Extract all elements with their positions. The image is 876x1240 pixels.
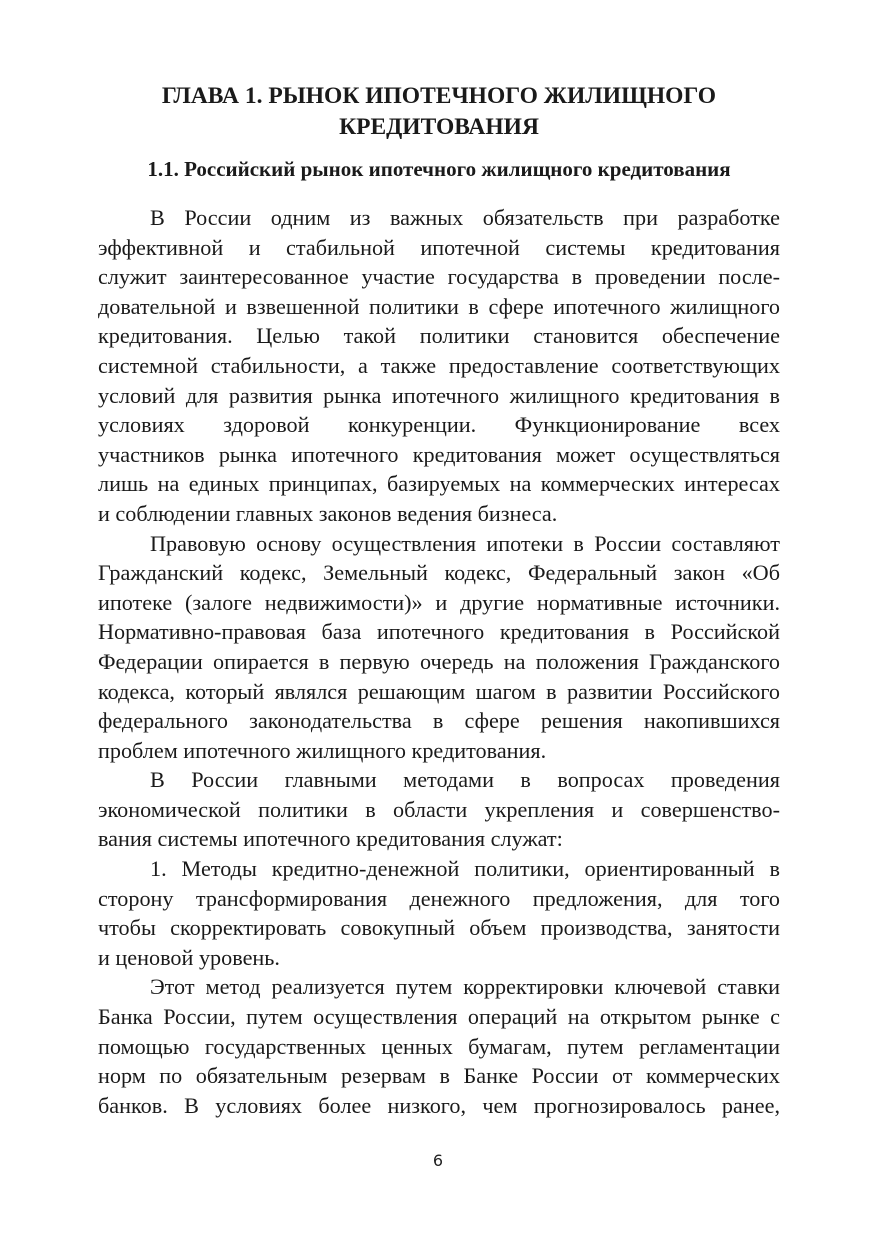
text-line: и ценовой уровень.	[98, 944, 280, 970]
text-line: кредитования. Целью такой политики становится обеспечение	[98, 323, 780, 349]
text-line: проблем ипотечного жилищного кредитования.	[98, 737, 547, 763]
body-text	[98, 203, 780, 1120]
text-line: служит заинтересованное участие государства в проведении после-	[98, 264, 780, 290]
text-line: Правовую основу осуществления ипотеки в России составляют	[150, 530, 780, 556]
text-line: помощью государственных ценных бумагам, путем регламентации	[98, 1033, 780, 1059]
paragraph	[98, 972, 780, 1120]
text-line: сторону трансформирования денежного предложения, для того	[98, 885, 780, 911]
text-line: В России главными методами в вопросах проведения	[150, 767, 780, 793]
section-title: 1.1. Российский рынок ипотечного жилищного кредитования	[147, 157, 731, 181]
text-line: лишь на единых принципах, базируемых на коммерческих интересах	[98, 471, 780, 497]
text-line: Федерации опирается в первую очередь на положения Гражданского	[98, 648, 780, 674]
text-line: норм по обязательным резервам в Банке России от коммерческих	[98, 1063, 780, 1089]
text-line: Банка России, путем осуществления операций на открытом рынке с	[98, 1004, 780, 1030]
text-line: довательной и взвешенной политики в сфере ипотечного жилищного	[98, 293, 780, 319]
text-line: эффективной и стабильной ипотечной системы кредитования	[98, 234, 780, 260]
paragraph	[98, 854, 780, 972]
paragraph	[98, 765, 780, 854]
text-line: Нормативно-правовая база ипотечного кредитования в Российской	[98, 619, 780, 645]
text-line: В России одним из важных обязательств при разработке	[150, 205, 780, 230]
text-line: системной стабильности, а также предоставление соответствующих	[98, 352, 780, 378]
text-line: чтобы скорректировать совокупный объем производства, занятости	[98, 915, 780, 941]
text-line: условий для развития рынка ипотечного жилищного кредитования в	[98, 382, 780, 408]
text-line: участников рынка ипотечного кредитования может осуществляться	[98, 441, 780, 467]
text-line: условиях здоровой конкуренции. Функционирование всех	[98, 412, 780, 438]
text-line: 1. Методы кредитно-денежной политики, ориентированный в	[150, 856, 780, 882]
text-line: кодекса, который являлся решающим шагом в развитии Российского	[98, 678, 780, 704]
text-line: Гражданский кодекс, Земельный кодекс, Федеральный закон «Об	[98, 560, 780, 586]
text-line: и соблюдении главных законов ведения бизнеса.	[98, 500, 558, 526]
text-line: федерального законодательства в сфере решения накопившихся	[98, 708, 780, 734]
page-number: 6	[432, 1151, 444, 1170]
chapter-title-line: КРЕДИТОВАНИЯ	[339, 114, 539, 140]
text-line: экономической политики в области укрепления и совершенство-	[98, 796, 780, 822]
chapter-title	[98, 81, 780, 143]
text-line: ипотеке (залоге недвижимости)» и другие нормативные источники.	[98, 589, 780, 615]
text-line: вания системы ипотечного кредитования служат:	[98, 826, 563, 852]
paragraph	[98, 529, 780, 766]
text-line: банков. В условиях более низкого, чем прогнозировалось ранее,	[98, 1092, 780, 1118]
paragraph	[98, 203, 780, 529]
chapter-title-line: ГЛАВА 1. РЫНОК ИПОТЕЧНОГО ЖИЛИЩНОГО	[161, 83, 717, 109]
text-line: Этот метод реализуется путем корректировки ключевой ставки	[150, 974, 780, 1000]
